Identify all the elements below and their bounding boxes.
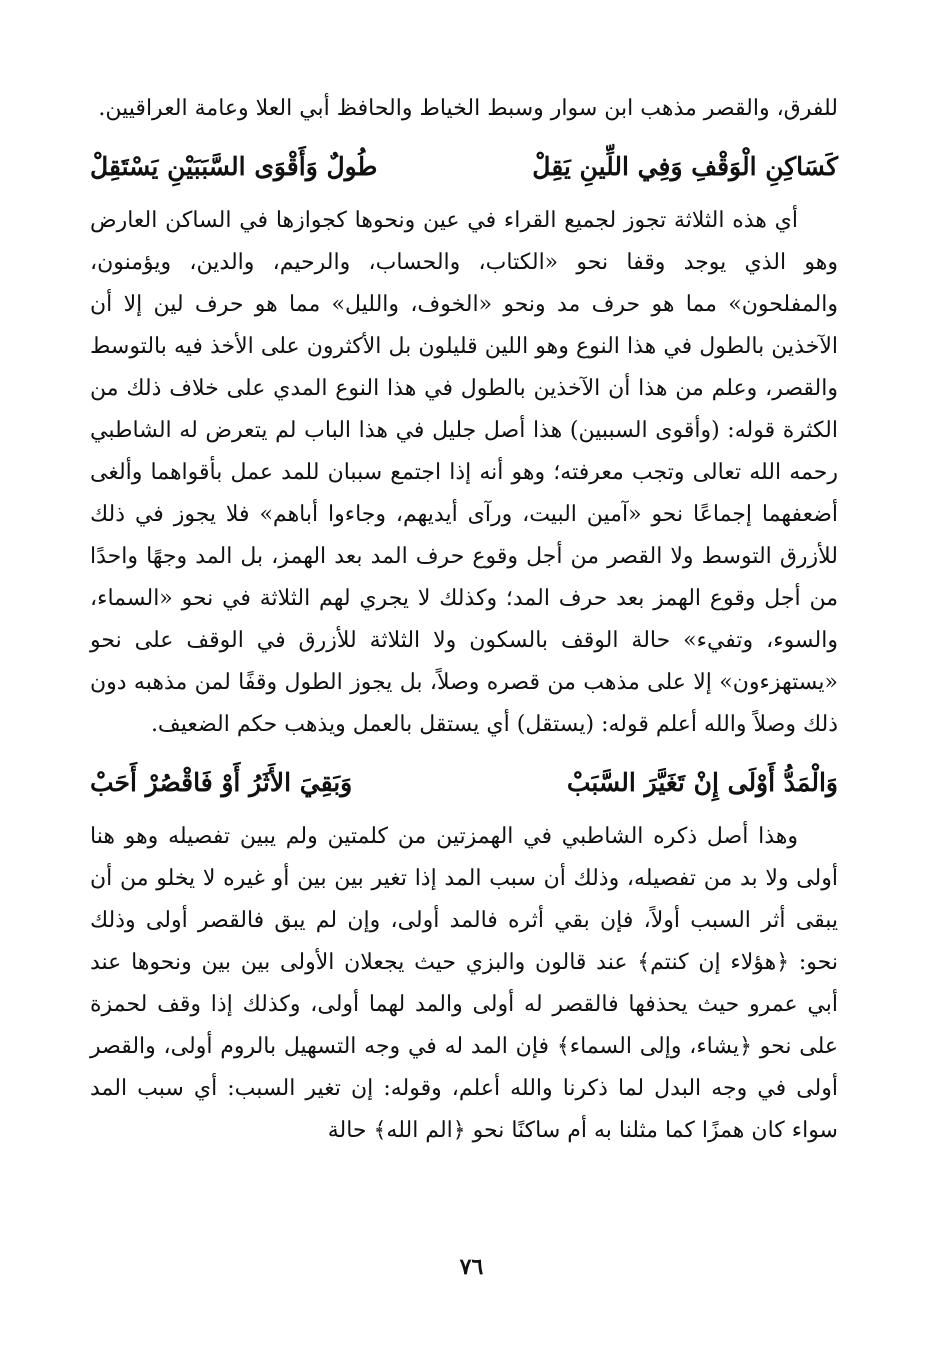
verse-1-left-hemistich: طُولٌ وَأَقْوَى السَّبَبَيْنِ يَسْتَقِلْ [90,151,378,181]
book-page [90,88,838,1288]
verse-1-right-hemistich: كَسَاكِنِ الْوَقْفِ وَفِي اللِّينِ يَقِلْ [532,151,838,181]
verse-line-2 [90,754,838,810]
commentary-paragraph-1: أي هذه الثلاثة تجوز لجميع القراء في عين ونحوها كجوازها في الساكن العارض وهو الذي يوجد وقفا نحو «الكتاب، والحساب، والرحيم، والدين، ويؤمنون، والمفلحون» مما هو حرف مد ونحو «الخوف، والليل» مما هو حرف لين إلا أن الآخذين بالطول في هذا النوع وهو اللين قليلون بل الأكثرون على الأخذ فيه بالتوسط والقصر، وعلم من هذا أن الآخذين بالطول في هذا النوع المدي على خلاف ذلك من الكثرة قوله: (وأقوى السببين) هذا أصل جليل في هذا الباب لم يتعرض له الشاطبي رحمه الله تعالى وتجب معرفته؛ وهو أنه إذا اجتمع سببان للمد عمل بأقواهما وألغى أضعفهما إجماعًا نحو «آمين البيت، ورآى أيديهم، وجاءوا أباهم» فلا يجوز في ذلك للأزرق التوسط ولا القصر من أجل وقوع حرف المد بعد الهمز، بل المد وجهًا واحدًا من أجل وقوع الهمز بعد حرف المد؛ وكذلك لا يجري لهم الثلاثة في نحو «السماء، والسوء، وتفيء» حالة الوقف بالسكون ولا الثلاثة للأزرق في الوقف على نحو «يستهزءون» إلا على مذهب من قصره وصلاً، بل يجوز الطول وقفًا لمن مذهبه دون ذلك وصلاً والله أعلم قوله: (يستقل) أي يستقل بالعمل ويذهب حكم الضعيف. [90,208,838,737]
verse-line-1 [90,138,838,194]
verse-2-right-hemistich: وَالْمَدُّ أَوْلَى إِنْ تَغَيَّرَ السَّبَبْ [566,767,838,797]
commentary-paragraph-2: وهذا أصل ذكره الشاطبي في الهمزتين من كلمتين ولم يبين تفصيله وهو هنا أولى ولا بد من تفصيله، وذلك أن سبب المد إذا تغير بين بين أو غيره لا يخلو من أن يبقى أثر السبب أولاً، فإن بقي أثره فالمد أولى، وإن لم يبق فالقصر أولى وذلك نحو: ﴿هؤلاء إن كنتم﴾ عند قالون والبزي حيث يجعلان الأولى بين بين ونحوها عند أبي عمرو حيث يحذفها فالقصر له أولى والمد لهما أولى، وكذلك إذا وقف لحمزة على نحو ﴿يشاء، وإلى السماء﴾ فإن المد له في وجه التسهيل بالروم أولى، والقصر أولى في وجه البدل لما ذكرنا والله أعلم، وقوله: إن تغير السبب: أي سبب المد سواء كان همزًا كما مثلنا به أم ساكنًا نحو ﴿الم الله﴾ حالة [90,824,839,1143]
verse-2-left-hemistich: وَبَقِيَ الأَثَرُ أَوْ فَاقْصُرْ أَحَبْ [90,767,353,797]
page-number: ٧٦ [459,1254,484,1280]
intro-paragraph: للفرق، والقصر مذهب ابن سوار وسبط الخياط والحافظ أبي العلا وعامة العراقيين. [98,96,838,121]
